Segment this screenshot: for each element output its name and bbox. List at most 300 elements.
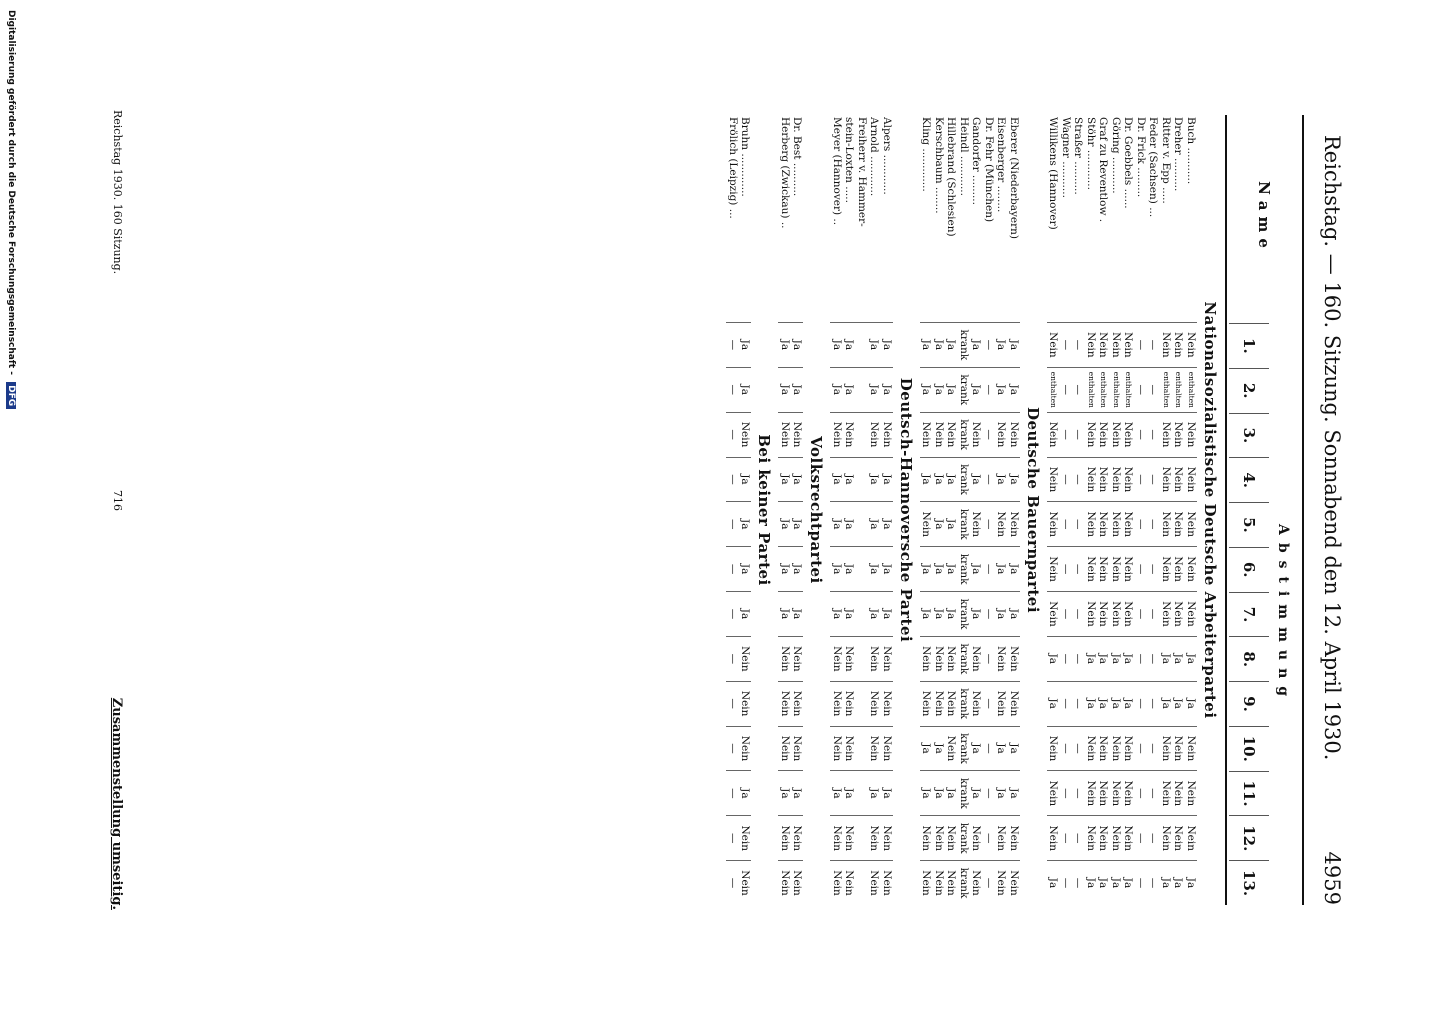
vote-cell: Ja	[945, 367, 958, 412]
vote-cell: —	[1135, 412, 1148, 457]
member-name: Bruhn .............	[739, 117, 752, 197]
vote-cell: Nein	[843, 815, 856, 860]
party-section-title: Deutsche Bauernpartei	[1024, 406, 1042, 614]
vote-cell: Ja	[868, 770, 881, 815]
vote-cell: Nein	[1097, 591, 1110, 636]
vote-cell: Nein	[1085, 457, 1098, 502]
member-name: Ritter v. Epp .....	[1160, 117, 1172, 204]
vote-cell: —	[1060, 367, 1073, 412]
vote-cell: Ja	[791, 546, 804, 591]
vote-cell	[856, 367, 869, 412]
vote-cell: Ja	[868, 322, 881, 367]
table-row	[1047, 115, 1060, 905]
vote-cell: Nein	[1097, 726, 1110, 771]
vote-cell: enthalten	[1047, 367, 1060, 412]
vote-cell: Nein	[1185, 546, 1198, 591]
member-name: Dr. Fehr (München)	[983, 117, 995, 223]
vote-cell	[856, 681, 869, 726]
table-row	[1135, 115, 1148, 905]
vote-cell: Nein	[1047, 322, 1060, 367]
vote-cell: Ja	[843, 546, 856, 591]
vote-cell: Nein	[1172, 457, 1185, 502]
vote-cell: Nein	[1185, 412, 1198, 457]
vote-column-header: 4.	[1229, 457, 1269, 502]
member-name: Göring ...........	[1110, 117, 1122, 194]
vote-cell: Nein	[1047, 815, 1060, 860]
vote-cell: Ja	[1122, 860, 1135, 905]
vote-cell: Nein	[831, 636, 844, 681]
vote-column-headers	[1229, 323, 1269, 905]
vote-cell: Nein	[868, 681, 881, 726]
vote-cell: Nein	[1047, 457, 1060, 502]
footer-left: Reichstag 1930. 160 Sitzung.	[111, 110, 124, 275]
vote-cell: Nein	[920, 636, 933, 681]
vote-cell: Nein	[1110, 591, 1123, 636]
vote-cell: Nein	[1172, 412, 1185, 457]
vote-cell: Nein	[1097, 770, 1110, 815]
vote-cell: —	[727, 860, 740, 905]
member-name: stein-Loxten .....	[843, 117, 856, 203]
vote-cell: —	[727, 591, 740, 636]
vote-cell: Ja	[1172, 681, 1185, 726]
vote-cell: Nein	[1185, 457, 1198, 502]
vote-cell: Ja	[868, 591, 881, 636]
table-row	[1122, 115, 1135, 905]
vote-cell: krank	[958, 860, 971, 905]
member-name: Kerschbaum ........	[933, 117, 945, 214]
vote-cell: —	[983, 591, 996, 636]
member-name: Dr. Best ..........	[791, 117, 804, 197]
vote-cell: —	[1060, 501, 1073, 546]
table-row	[933, 115, 946, 905]
vote-cell: Nein	[1110, 815, 1123, 860]
vote-cell: Ja	[1085, 636, 1098, 681]
vote-cell: Nein	[1097, 322, 1110, 367]
footer-right: Zusammenstellung umseitig.	[109, 697, 124, 910]
vote-cell: Nein	[868, 726, 881, 771]
vote-cell: Nein	[881, 815, 894, 860]
vote-cell: Nein	[1097, 501, 1110, 546]
vote-cell: —	[1135, 501, 1148, 546]
vote-cell: —	[983, 860, 996, 905]
vote-cell: —	[1060, 860, 1073, 905]
vote-cell: enthalten	[1085, 367, 1098, 412]
vote-cell: Nein	[1122, 770, 1135, 815]
vote-cell: Ja	[843, 591, 856, 636]
vote-cell: Ja	[843, 457, 856, 502]
vote-cell: —	[1060, 815, 1073, 860]
vote-cell: Nein	[739, 726, 752, 771]
vote-cell: —	[983, 815, 996, 860]
footer-page: 716	[111, 490, 124, 511]
vote-cell: krank	[958, 726, 971, 771]
vote-cell: Nein	[881, 681, 894, 726]
member-name: Herberg (Zwickau) ..	[779, 117, 791, 229]
vote-cell: Nein	[739, 636, 752, 681]
vote-cell: Nein	[1047, 546, 1060, 591]
vote-cell: krank	[958, 322, 971, 367]
vote-cell: Ja	[995, 726, 1008, 771]
party-section-title: Bei keiner Partei	[755, 434, 774, 586]
vote-cell: Nein	[1008, 860, 1021, 905]
vote-cell: Ja	[739, 591, 752, 636]
member-name: Buch ...........	[1185, 117, 1197, 185]
vote-cell: —	[727, 546, 740, 591]
table-row	[739, 115, 752, 905]
vote-cell: Nein	[1097, 546, 1110, 591]
vote-cell: Ja	[791, 591, 804, 636]
vote-cell: —	[983, 501, 996, 546]
vote-cell: —	[1072, 546, 1085, 591]
vote-cell: Ja	[791, 457, 804, 502]
vote-cell: Nein	[1085, 322, 1098, 367]
vote-cell: Ja	[933, 770, 946, 815]
vote-cell: —	[983, 636, 996, 681]
vote-cell: krank	[958, 681, 971, 726]
vote-cell: krank	[958, 412, 971, 457]
vote-cell: Nein	[1008, 412, 1021, 457]
vote-cell: Nein	[1008, 815, 1021, 860]
vote-cell: Ja	[881, 770, 894, 815]
vote-cell: Ja	[1008, 726, 1021, 771]
table-row	[1185, 115, 1198, 905]
table-row	[1085, 115, 1098, 905]
table-row	[945, 115, 958, 905]
vote-group-header: Abstimmung	[1275, 523, 1291, 705]
table-row	[779, 115, 792, 905]
table-body	[727, 115, 1225, 905]
vote-cell: Nein	[739, 860, 752, 905]
vote-cell: Ja	[1085, 860, 1098, 905]
vote-cell	[856, 815, 869, 860]
vote-cell: Ja	[920, 726, 933, 771]
vote-cell: enthalten	[1110, 367, 1123, 412]
vote-cell: Nein	[791, 726, 804, 771]
vote-cell: Nein	[995, 501, 1008, 546]
vote-cell: —	[1135, 457, 1148, 502]
vote-cell: Ja	[1172, 636, 1185, 681]
vote-cell: Nein	[791, 412, 804, 457]
vote-cell: —	[1072, 860, 1085, 905]
vote-cell: Ja	[970, 546, 983, 591]
vote-cell: —	[1072, 815, 1085, 860]
vote-column-header: 12.	[1229, 815, 1269, 860]
vote-cell: —	[1135, 815, 1148, 860]
vote-cell: Ja	[920, 367, 933, 412]
vote-cell: Ja	[995, 591, 1008, 636]
vote-cell: Ja	[1110, 681, 1123, 726]
vote-cell: Ja	[843, 367, 856, 412]
vote-cell: enthalten	[1185, 367, 1198, 412]
name-column-header: Name	[1255, 181, 1273, 254]
vote-cell: Nein	[1172, 322, 1185, 367]
page-header	[1314, 135, 1354, 905]
vote-cell: Nein	[791, 681, 804, 726]
vote-cell: Nein	[881, 636, 894, 681]
vote-column-header: 9.	[1229, 681, 1269, 726]
vote-cell: Nein	[933, 815, 946, 860]
vote-cell: Nein	[831, 681, 844, 726]
vote-cell: krank	[958, 367, 971, 412]
vote-cell: Nein	[1122, 815, 1135, 860]
vote-cell: Nein	[1185, 815, 1198, 860]
vote-cell: Nein	[1047, 591, 1060, 636]
vote-cell: —	[1147, 322, 1160, 367]
vote-cell: Nein	[970, 860, 983, 905]
vote-cell: Ja	[970, 457, 983, 502]
vote-cell: Ja	[868, 501, 881, 546]
member-name: Frölich (Leipzig) ...	[727, 117, 739, 219]
digitization-note	[6, 0, 16, 1010]
vote-column-header: 7.	[1229, 592, 1269, 637]
vote-cell: Ja	[945, 546, 958, 591]
vote-cell: Nein	[1097, 815, 1110, 860]
vote-cell: Nein	[1122, 591, 1135, 636]
vote-cell: —	[727, 636, 740, 681]
vote-cell: —	[1072, 591, 1085, 636]
vote-cell: Ja	[779, 322, 792, 367]
vote-cell: enthalten	[1160, 367, 1173, 412]
vote-cell: Ja	[881, 457, 894, 502]
vote-cell: krank	[958, 591, 971, 636]
vote-cell: krank	[958, 457, 971, 502]
vote-cell: Ja	[1097, 681, 1110, 726]
vote-cell: Ja	[945, 501, 958, 546]
party-section-title: Nationalsozialistische Deutsche Arbeiterpartei	[1201, 301, 1219, 719]
vote-cell: Ja	[779, 501, 792, 546]
vote-cell: Nein	[831, 815, 844, 860]
vote-cell: Nein	[831, 860, 844, 905]
vote-cell: —	[1060, 681, 1073, 726]
vote-cell: Nein	[945, 860, 958, 905]
member-name: Eisenberger ........	[995, 117, 1008, 213]
table-row	[868, 115, 881, 905]
vote-cell: Nein	[1085, 546, 1098, 591]
member-name: Graf zu Reventlow .	[1097, 117, 1110, 223]
vote-cell: Nein	[843, 726, 856, 771]
vote-cell: Ja	[970, 322, 983, 367]
top-rule	[1302, 115, 1304, 905]
vote-cell: Nein	[1085, 412, 1098, 457]
vote-cell: —	[1060, 412, 1073, 457]
vote-cell: Ja	[1008, 770, 1021, 815]
vote-cell: Ja	[1110, 636, 1123, 681]
vote-cell: —	[1135, 726, 1148, 771]
vote-cell: Nein	[1122, 412, 1135, 457]
vote-cell: Nein	[920, 860, 933, 905]
vote-cell: Nein	[1110, 770, 1123, 815]
vote-cell: —	[983, 412, 996, 457]
vote-cell: Nein	[881, 726, 894, 771]
vote-cell: —	[1060, 546, 1073, 591]
vote-cell: Nein	[933, 412, 946, 457]
vote-cell: Ja	[779, 546, 792, 591]
vote-cell: Ja	[1160, 860, 1173, 905]
vote-cell: —	[727, 457, 740, 502]
vote-cell: —	[1147, 770, 1160, 815]
vote-cell: Nein	[1160, 591, 1173, 636]
vote-cell: —	[727, 367, 740, 412]
table-header	[1229, 115, 1299, 905]
vote-cell: Nein	[1122, 322, 1135, 367]
vote-cell: Ja	[739, 770, 752, 815]
vote-cell: —	[1135, 367, 1148, 412]
vote-cell: Ja	[995, 457, 1008, 502]
digitization-text: Digitalisierung gefördert durch die Deutsche Forschungsgemeinschaft -	[6, 10, 16, 375]
vote-cell: Nein	[779, 815, 792, 860]
page-number-top: 4959	[1320, 851, 1344, 905]
vote-cell: —	[983, 367, 996, 412]
vote-cell: enthalten	[1122, 367, 1135, 412]
vote-cell: —	[727, 681, 740, 726]
vote-column-header: 8.	[1229, 636, 1269, 681]
vote-cell: Ja	[881, 501, 894, 546]
table-row	[843, 115, 856, 905]
table-row	[995, 115, 1008, 905]
vote-cell: —	[1147, 367, 1160, 412]
table-row	[1147, 115, 1160, 905]
vote-cell: —	[727, 322, 740, 367]
vote-cell: Ja	[1110, 860, 1123, 905]
vote-cell: Ja	[933, 457, 946, 502]
vote-cell: —	[1072, 457, 1085, 502]
vote-cell: —	[1147, 726, 1160, 771]
page-footer	[104, 110, 124, 910]
vote-cell: —	[1135, 546, 1148, 591]
vote-cell: Nein	[868, 412, 881, 457]
vote-cell: Nein	[779, 726, 792, 771]
member-name: Alpers ............	[881, 117, 893, 195]
vote-cell: Ja	[1097, 636, 1110, 681]
vote-cell: Ja	[791, 322, 804, 367]
vote-cell: Ja	[920, 770, 933, 815]
vote-column-header: 1.	[1229, 323, 1269, 368]
table-row	[958, 115, 971, 905]
vote-cell: Nein	[881, 412, 894, 457]
vote-cell: Nein	[739, 412, 752, 457]
vote-cell: Nein	[791, 636, 804, 681]
vote-cell: Ja	[1047, 860, 1060, 905]
table-row	[1008, 115, 1021, 905]
vote-cell: Nein	[1097, 412, 1110, 457]
vote-cell: —	[1147, 501, 1160, 546]
vote-cell: —	[1060, 322, 1073, 367]
vote-cell: Nein	[1185, 770, 1198, 815]
vote-column-header: 3.	[1229, 413, 1269, 458]
table-row	[856, 115, 869, 905]
vote-cell: Ja	[881, 591, 894, 636]
vote-cell: Nein	[881, 860, 894, 905]
vote-cell: Nein	[1085, 726, 1098, 771]
vote-cell: Nein	[933, 636, 946, 681]
vote-cell: Ja	[779, 367, 792, 412]
vote-cell: Nein	[779, 412, 792, 457]
vote-cell: Ja	[970, 770, 983, 815]
vote-cell: Nein	[1047, 770, 1060, 815]
vote-cell: Nein	[1122, 546, 1135, 591]
vote-cell: Nein	[920, 681, 933, 726]
vote-cell: Ja	[933, 367, 946, 412]
table-row	[1072, 115, 1085, 905]
vote-cell: Ja	[881, 322, 894, 367]
vote-cell: Nein	[1085, 591, 1098, 636]
vote-cell: Nein	[995, 412, 1008, 457]
vote-cell: Ja	[1185, 636, 1198, 681]
member-name: Willikens (Hannover)	[1047, 117, 1060, 230]
vote-cell: —	[1072, 770, 1085, 815]
vote-cell: Ja	[1008, 367, 1021, 412]
vote-cell	[856, 322, 869, 367]
vote-cell: —	[1147, 412, 1160, 457]
vote-cell: Nein	[970, 681, 983, 726]
table-row	[881, 115, 894, 905]
vote-cell: Ja	[945, 322, 958, 367]
vote-cell: Nein	[945, 636, 958, 681]
vote-cell: Nein	[1047, 726, 1060, 771]
vote-cell: Ja	[1047, 681, 1060, 726]
member-name: Meyer (Hannover) ..	[831, 117, 843, 226]
vote-cell: Ja	[945, 591, 958, 636]
member-name: Feder (Sachsen) ...	[1147, 117, 1160, 218]
vote-cell: Ja	[831, 367, 844, 412]
vote-cell: Nein	[843, 636, 856, 681]
header-rule	[1225, 115, 1227, 905]
vote-cell: Nein	[1160, 412, 1173, 457]
member-name: Wagner ...........	[1060, 117, 1072, 198]
vote-cell: Nein	[1110, 501, 1123, 546]
page-header-title: Reichstag. — 160. Sitzung. Sonnabend den 12. April 1930.	[1320, 135, 1344, 761]
vote-cell: Nein	[1110, 322, 1123, 367]
vote-cell: Ja	[831, 591, 844, 636]
vote-cell: Ja	[933, 501, 946, 546]
table-row	[727, 115, 740, 905]
vote-cell: Nein	[843, 860, 856, 905]
vote-cell: Nein	[1160, 726, 1173, 771]
vote-column-header: 6.	[1229, 547, 1269, 592]
vote-cell: Ja	[970, 726, 983, 771]
member-name: Hillebrand (Schlesien)	[945, 117, 958, 237]
vote-cell: Nein	[739, 815, 752, 860]
vote-cell: Ja	[920, 591, 933, 636]
table-row	[1172, 115, 1185, 905]
vote-cell: Ja	[1160, 636, 1173, 681]
table-row	[791, 115, 804, 905]
vote-cell: —	[983, 457, 996, 502]
vote-cell: Nein	[779, 636, 792, 681]
vote-cell: Ja	[791, 770, 804, 815]
vote-cell: Nein	[995, 636, 1008, 681]
vote-cell: Nein	[1122, 501, 1135, 546]
vote-cell: Nein	[1085, 770, 1098, 815]
vote-cell: Nein	[1160, 322, 1173, 367]
party-section-title: Deutsch-Hannoversche Partei	[897, 377, 915, 643]
vote-cell: Nein	[1097, 457, 1110, 502]
vote-cell: Ja	[995, 367, 1008, 412]
vote-cell: Ja	[970, 591, 983, 636]
vote-cell	[856, 860, 869, 905]
vote-cell: Nein	[1172, 501, 1185, 546]
vote-cell: Nein	[1160, 770, 1173, 815]
vote-cell: Ja	[779, 591, 792, 636]
vote-cell: —	[1135, 322, 1148, 367]
member-name: Kling .............	[920, 117, 933, 192]
vote-cell	[856, 770, 869, 815]
vote-cell: —	[1147, 681, 1160, 726]
vote-cell: —	[727, 412, 740, 457]
vote-cell: Nein	[1172, 770, 1185, 815]
vote-cell: Ja	[791, 501, 804, 546]
vote-column-header: 2.	[1229, 368, 1269, 413]
